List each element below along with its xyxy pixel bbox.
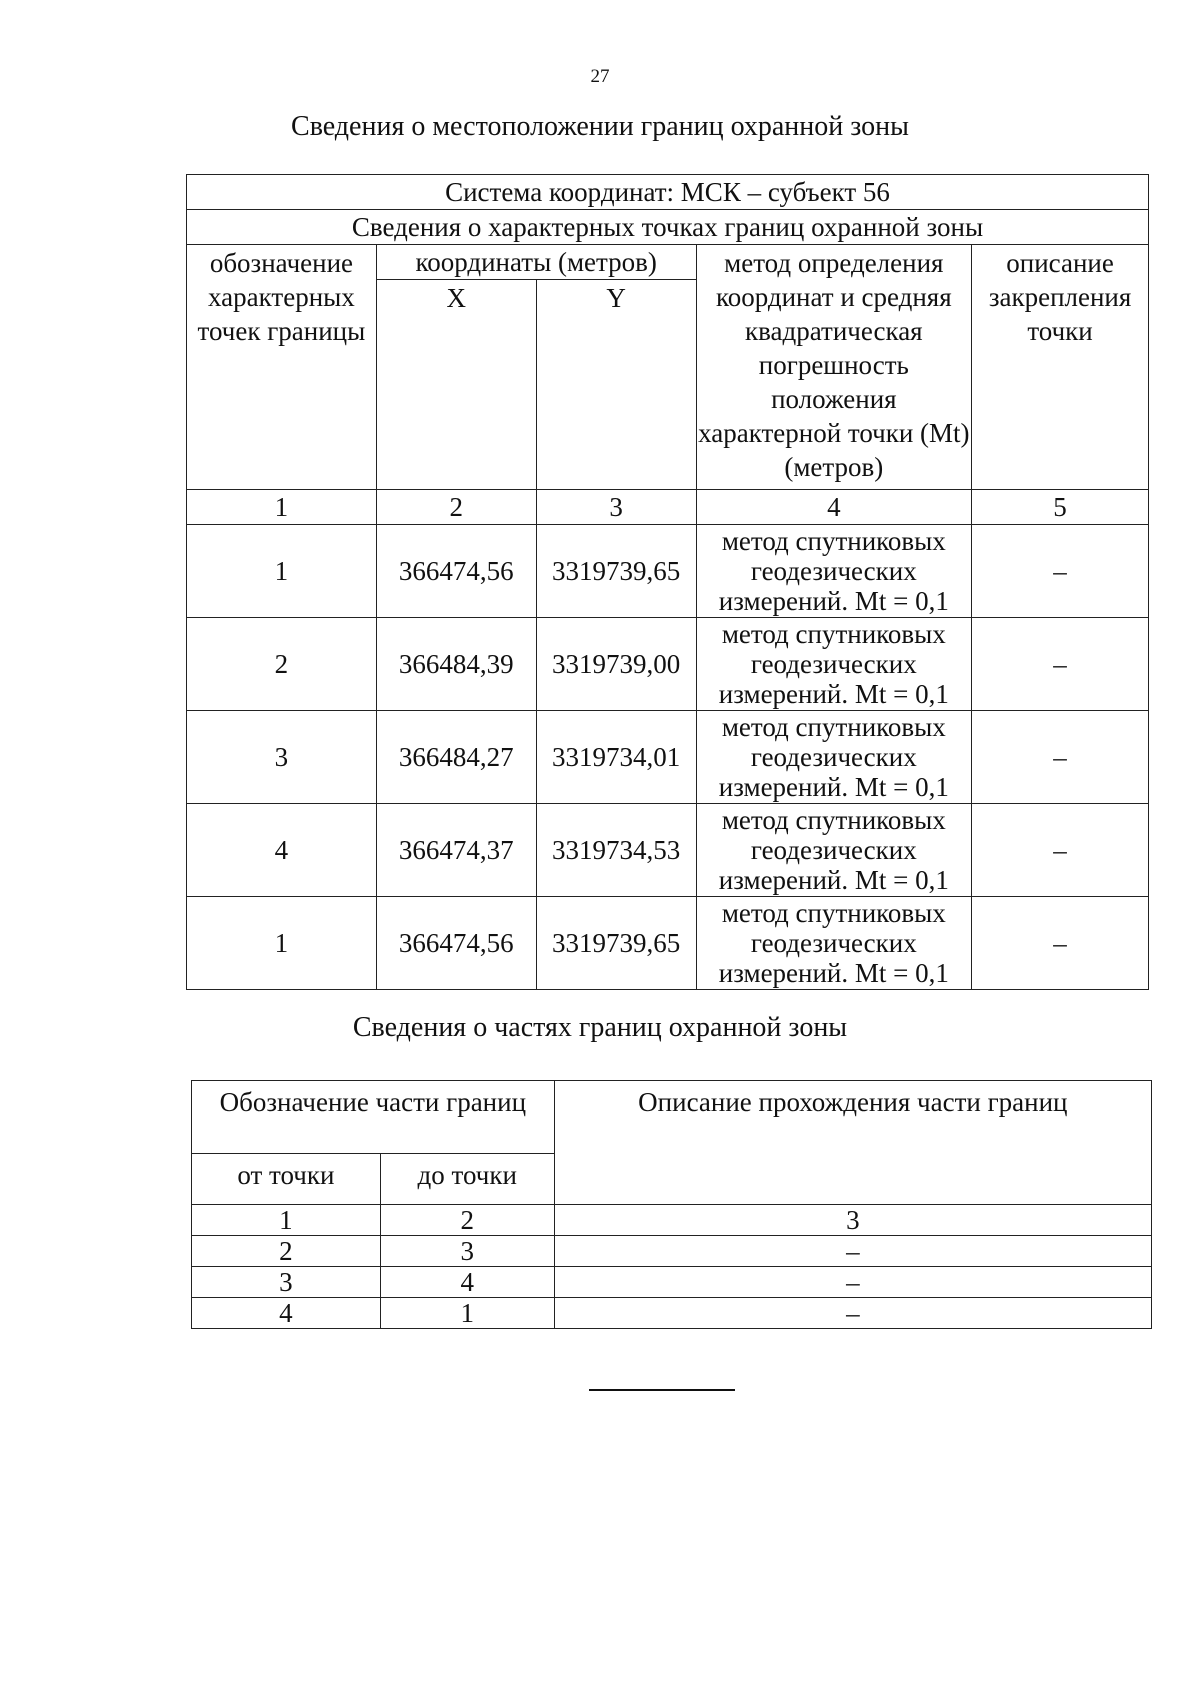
header-coordinates: координаты (метров) xyxy=(376,245,696,280)
header-y: Y xyxy=(536,280,696,490)
table-row xyxy=(187,618,1149,711)
fixation-cell: – xyxy=(972,804,1149,897)
point-cell: 4 xyxy=(187,804,377,897)
column-number: 5 xyxy=(972,490,1149,525)
point-cell: 1 xyxy=(187,525,377,618)
from-cell: 3 xyxy=(192,1267,381,1298)
x-cell: 366484,27 xyxy=(376,711,536,804)
to-cell: 3 xyxy=(380,1236,554,1267)
from-cell: 4 xyxy=(192,1298,381,1329)
table-row xyxy=(187,711,1149,804)
fixation-cell: – xyxy=(972,711,1149,804)
table-row xyxy=(192,1236,1152,1267)
description-cell: – xyxy=(554,1236,1151,1267)
header-method: метод определения координат и средняя квадратическая погрешность положения характерной точки (Mt) (метров) xyxy=(696,245,972,490)
header-to-point: до точки xyxy=(380,1154,554,1205)
table-row xyxy=(187,897,1149,990)
to-cell: 1 xyxy=(380,1298,554,1329)
method-cell: метод спутниковых геодезических измерений. Mt = 0,1 xyxy=(696,618,972,711)
x-cell: 366474,56 xyxy=(376,525,536,618)
method-cell: метод спутниковых геодезических измерений. Mt = 0,1 xyxy=(696,711,972,804)
point-cell: 3 xyxy=(187,711,377,804)
points-subtitle: Сведения о характерных точках границ охранной зоны xyxy=(187,210,1149,245)
point-cell: 2 xyxy=(187,618,377,711)
table-row xyxy=(187,804,1149,897)
description-cell: 3 xyxy=(554,1205,1151,1236)
description-cell: – xyxy=(554,1267,1151,1298)
method-cell: метод спутниковых геодезических измерений. Mt = 0,1 xyxy=(696,525,972,618)
y-cell: 3319734,53 xyxy=(536,804,696,897)
section-title-boundary-location: Сведения о местоположении границ охранной зоны xyxy=(291,111,909,142)
to-cell: 2 xyxy=(380,1205,554,1236)
method-cell: метод спутниковых геодезических измерений. Mt = 0,1 xyxy=(696,804,972,897)
column-number: 1 xyxy=(187,490,377,525)
section-title-boundary-parts: Сведения о частях границ охранной зоны xyxy=(352,1012,848,1043)
x-cell: 366484,39 xyxy=(376,618,536,711)
y-cell: 3319734,01 xyxy=(536,711,696,804)
point-cell: 1 xyxy=(187,897,377,990)
y-cell: 3319739,65 xyxy=(536,525,696,618)
from-cell: 2 xyxy=(192,1236,381,1267)
x-cell: 366474,37 xyxy=(376,804,536,897)
column-number: 3 xyxy=(536,490,696,525)
fixation-cell: – xyxy=(972,525,1149,618)
header-point-designation: обозначение характерных точек границы xyxy=(187,245,377,490)
column-number: 4 xyxy=(696,490,972,525)
header-from-point: от точки xyxy=(192,1154,381,1205)
end-rule xyxy=(589,1389,735,1391)
fixation-cell: – xyxy=(972,618,1149,711)
fixation-cell: – xyxy=(972,897,1149,990)
x-cell: 366474,56 xyxy=(376,897,536,990)
coordinate-system-label: Система координат: МСК – субъект 56 xyxy=(187,175,1149,210)
y-cell: 3319739,00 xyxy=(536,618,696,711)
header-description: Описание прохождения части границ xyxy=(554,1081,1151,1205)
header-fixation: описание закрепления точки xyxy=(972,245,1149,490)
column-number: 2 xyxy=(376,490,536,525)
header-x: X xyxy=(376,280,536,490)
method-cell: метод спутниковых геодезических измерений. Mt = 0,1 xyxy=(696,897,972,990)
y-cell: 3319739,65 xyxy=(536,897,696,990)
page-number: 27 xyxy=(590,66,610,87)
from-cell: 1 xyxy=(192,1205,381,1236)
table-row xyxy=(192,1267,1152,1298)
to-cell: 4 xyxy=(380,1267,554,1298)
table-row xyxy=(187,525,1149,618)
boundary-parts-table xyxy=(191,1080,1152,1329)
boundary-points-table xyxy=(186,174,1149,990)
table-row xyxy=(192,1298,1152,1329)
table-row xyxy=(192,1205,1152,1236)
description-cell: – xyxy=(554,1298,1151,1329)
header-part-designation: Обозначение части границ xyxy=(192,1081,555,1154)
